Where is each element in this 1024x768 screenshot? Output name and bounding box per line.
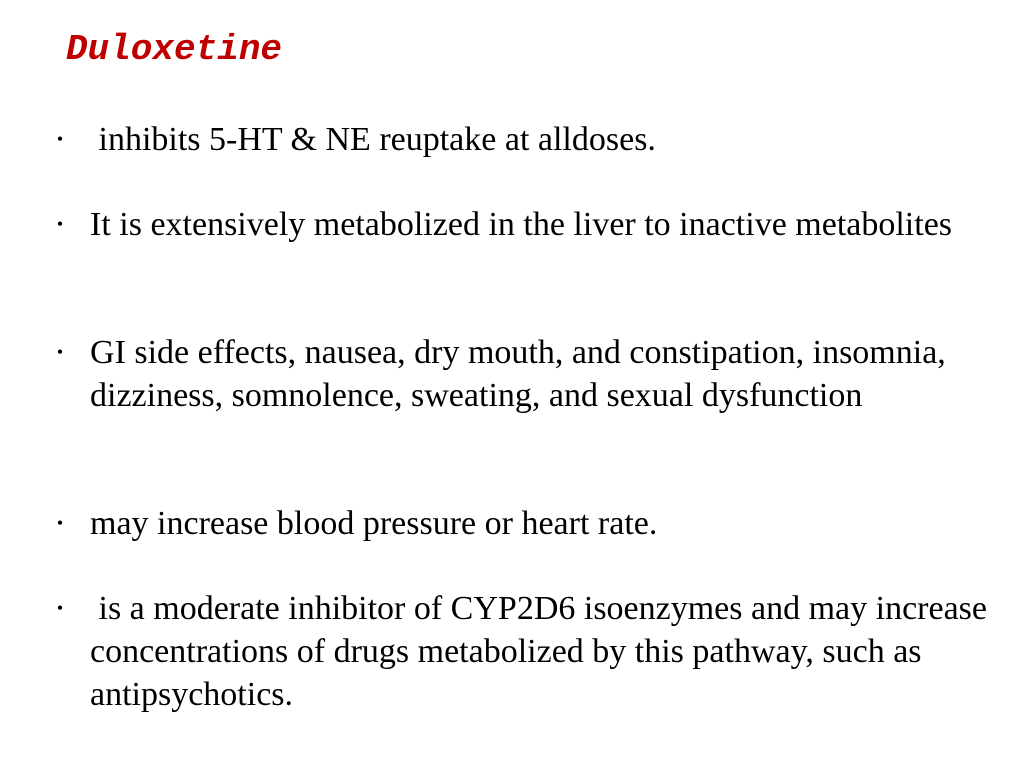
bullet-text: It is extensively metabolized in the liver to inactive metabolites [90, 206, 953, 243]
bullet-point-icon: • [56, 598, 64, 618]
bullet-item [50, 331, 990, 417]
bullet-text: GI side effects, nausea, dry mouth, and constipation, insomnia, dizziness, somnolence, sweating, and sexual dysfunction [90, 334, 946, 414]
bullet-item [50, 118, 990, 161]
bullet-point-icon: • [56, 342, 64, 362]
bullet-text: may increase blood pressure or heart rate. [90, 505, 658, 542]
bullet-item [50, 203, 990, 246]
bullet-text: is a moderate inhibitor of CYP2D6 isoenzymes and may increase concentrations of drugs metabolized by this pathway, such as antipsychotics. [90, 590, 996, 713]
slide-title: Duloxetine [66, 29, 283, 70]
bullet-item [50, 587, 996, 716]
bullet-item [50, 502, 990, 545]
bullet-point-icon: • [56, 513, 64, 533]
bullet-point-icon: • [56, 129, 64, 149]
bullet-text: inhibits 5-HT & NE reuptake at alldoses. [90, 121, 656, 158]
bullet-point-icon: • [56, 214, 64, 234]
